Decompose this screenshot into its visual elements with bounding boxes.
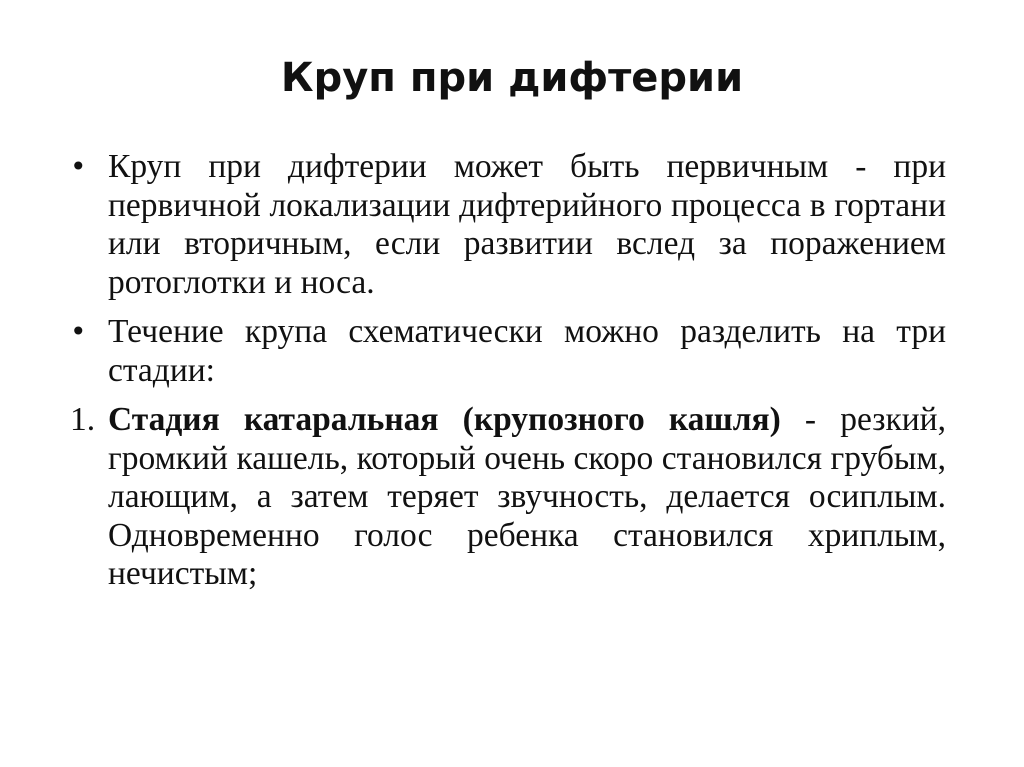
- item-number: 1.: [70, 401, 96, 438]
- slide-content: [66, 148, 946, 594]
- bullet-text: Круп при дифтерии может быть первичным - при первичной локализации дифтерийного процесса в гортани или вторичным, если развитии вслед за поражением ротоглотки и носа.: [108, 148, 946, 301]
- stage-title: Стадия катаральная (крупозного кашля): [108, 401, 781, 438]
- stage-text: - резкий, громкий кашель, который очень скоро становился грубым, лающим, а затем теряет звучность, делается осиплым. Одновременно голос ребенка становился хриплым, нечистым;: [108, 401, 946, 592]
- bullet-item: [66, 148, 946, 302]
- bullet-marker: •: [70, 150, 87, 183]
- bullet-text: Течение крупа схематически можно разделить на три стадии:: [108, 313, 946, 389]
- numbered-item: [66, 401, 946, 594]
- bullet-item: [66, 313, 946, 390]
- bullet-marker: •: [70, 315, 87, 348]
- slide-title: Круп при дифтерии: [280, 55, 744, 101]
